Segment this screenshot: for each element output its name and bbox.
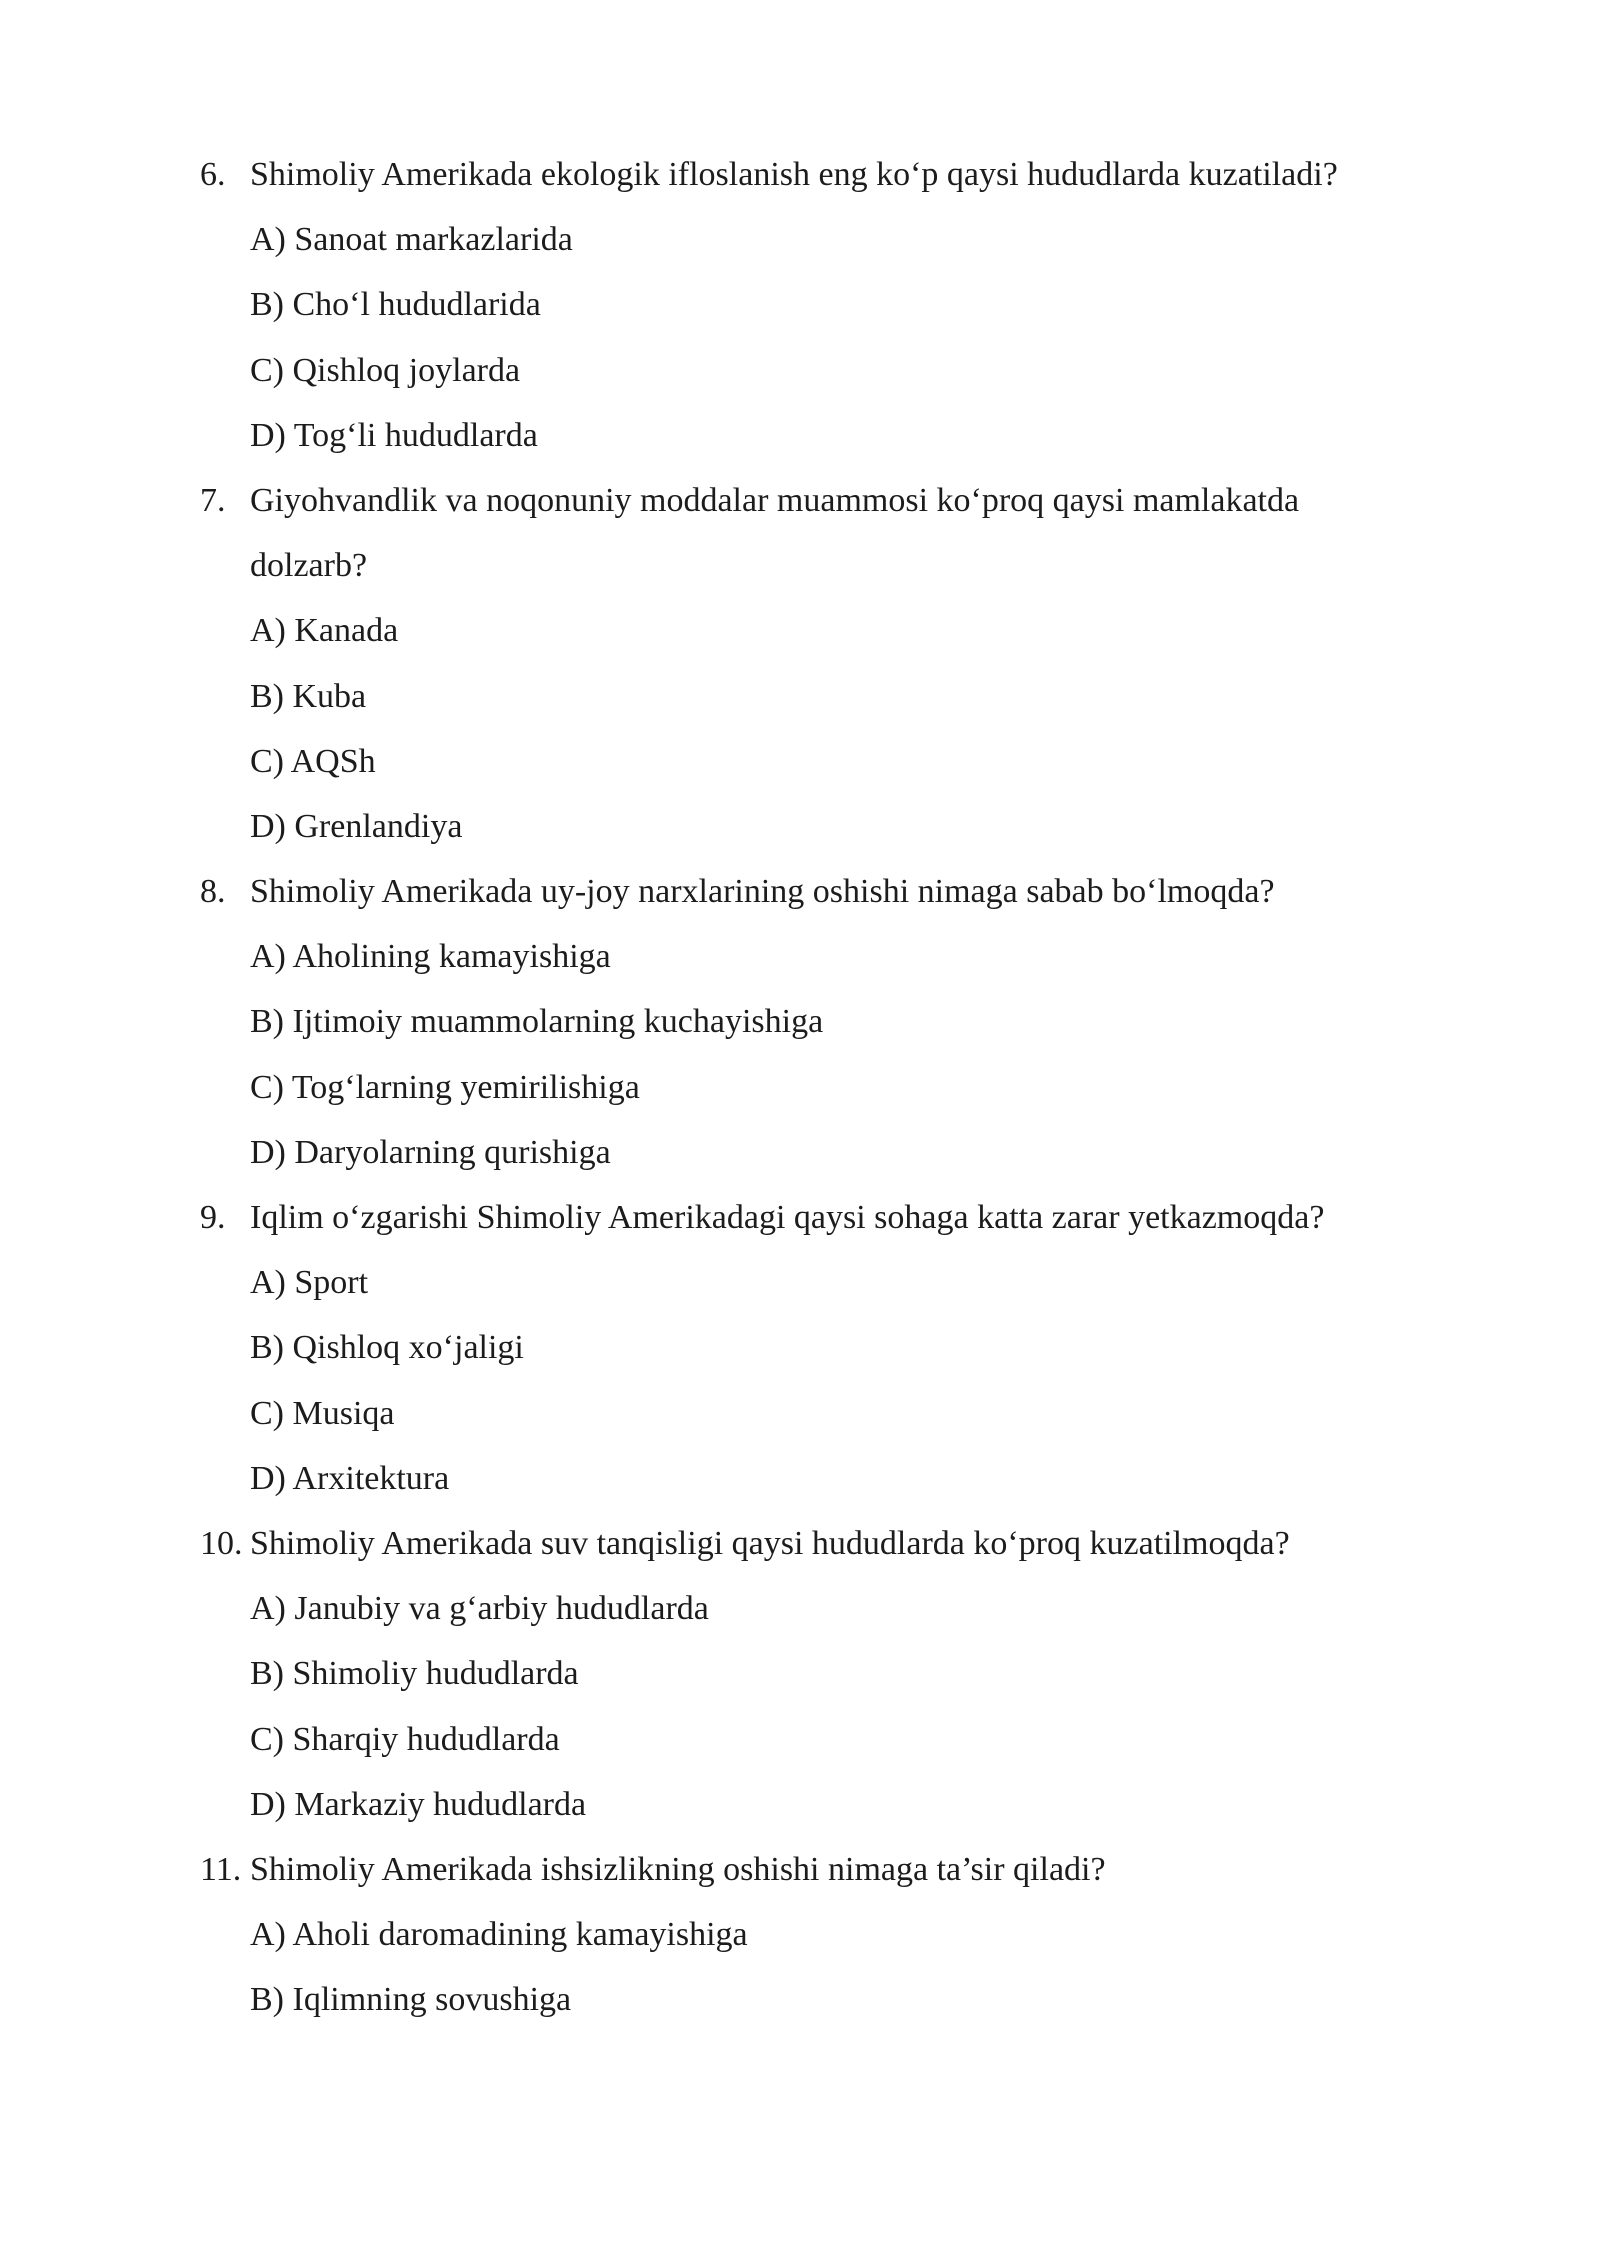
answer-option: B) Iqlimning sovushiga [250, 1981, 572, 2019]
answer-option: B) Shimoliy hududlarda [250, 1655, 579, 1693]
answer-option: C) Sharqiy hududlarda [250, 1720, 560, 1758]
question-number: 8. [200, 873, 226, 911]
answer-option: C) Musiqa [250, 1394, 395, 1432]
question-stem [200, 468, 1500, 533]
question-text: Shimoliy Amerikada ishsizlikning oshishi nimaga ta’sir qiladi? [250, 1850, 1106, 1888]
answer-option: D) Arxitektura [250, 1459, 450, 1497]
question-text: Shimoliy Amerikada suv tanqisligi qaysi hududlarda ko‘proq kuzatilmoqda? [250, 1524, 1290, 1562]
answer-option: D) Grenlandiya [250, 807, 463, 845]
question-number: 6. [200, 156, 226, 193]
answer-option: A) Janubiy va g‘arbiy hududlarda [250, 1590, 709, 1628]
answer-option: B) Kuba [250, 677, 367, 715]
question-text: dolzarb? [250, 547, 368, 585]
question-7 [200, 468, 1500, 859]
answer-option: A) Sport [250, 1264, 369, 1302]
answer-option: A) Kanada [250, 612, 399, 650]
question-8 [200, 859, 1500, 1185]
question-stem [200, 859, 1500, 924]
answer-option: C) AQSh [250, 742, 376, 780]
question-number: 7. [200, 481, 226, 519]
question-9 [200, 1185, 1500, 1511]
answer-option: C) Qishloq joylarda [250, 351, 521, 389]
answer-option: A) Aholining kamayishiga [250, 938, 611, 976]
answer-option: A) Aholi daromadining kamayishiga [250, 1916, 748, 1954]
question-stem [200, 1511, 1500, 1576]
question-number: 10. [200, 1524, 243, 1562]
question-6 [200, 142, 1500, 468]
answer-option: B) Ijtimoiy muammolarning kuchayishiga [250, 1003, 824, 1041]
answer-option: D) Tog‘li hududlarda [250, 416, 538, 454]
question-11 [200, 1837, 1500, 2033]
question-text: Iqlim o‘zgarishi Shimoliy Amerikadagi qaysi sohaga katta zarar yetkazmoqda? [250, 1199, 1325, 1236]
answer-option: D) Daryolarning qurishiga [250, 1133, 611, 1171]
question-number: 9. [200, 1199, 226, 1236]
question-stem [200, 142, 1500, 207]
answer-option: D) Markaziy hududlarda [250, 1785, 587, 1823]
question-stem [200, 1837, 1500, 1902]
answer-option: B) Qishloq xo‘jaligi [250, 1329, 524, 1367]
question-text: Shimoliy Amerikada uy-joy narxlarining oshishi nimaga sabab bo‘lmoqda? [250, 873, 1275, 911]
answer-option: C) Tog‘larning yemirilishiga [250, 1068, 640, 1106]
question-text: Shimoliy Amerikada ekologik ifloslanish eng ko‘p qaysi hududlarda kuzatiladi? [250, 156, 1338, 193]
answer-option: A) Sanoat markazlarida [250, 221, 573, 259]
question-text: Giyohvandlik va noqonuniy moddalar muammosi ko‘proq qaysi mamlakatda [250, 481, 1300, 519]
question-number: 11. [200, 1850, 242, 1888]
question-stem [200, 1185, 1500, 1250]
answer-option: B) Cho‘l hududlarida [250, 286, 541, 324]
question-stem-continued [200, 533, 1500, 598]
question-10 [200, 1511, 1500, 1837]
question-list [200, 142, 1500, 2032]
